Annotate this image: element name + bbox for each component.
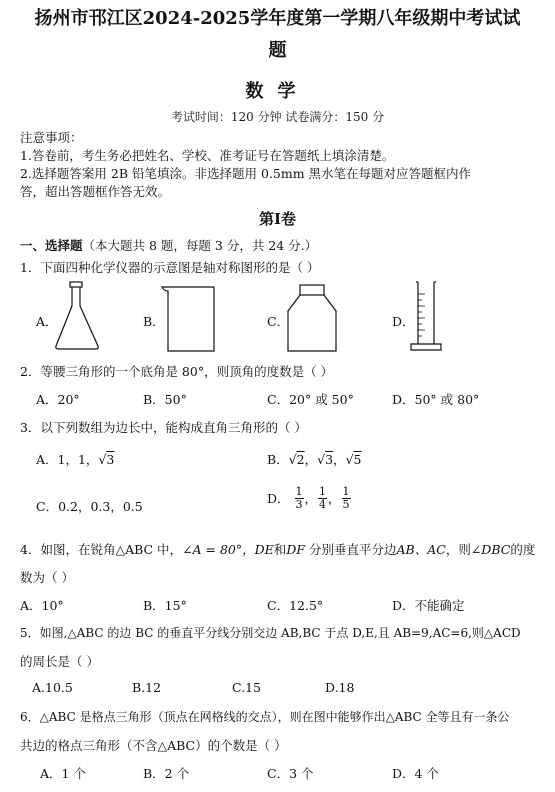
comma: ，	[328, 491, 341, 507]
fraction-denominator: 5	[342, 497, 350, 511]
exam-info: 考试时间：120 分钟 试卷满分：150 分	[170, 110, 385, 124]
q4-part: 分别垂直平分边	[305, 542, 397, 557]
q3-option-b	[267, 450, 361, 468]
q1-label-a: A．	[36, 314, 58, 329]
q6-option-c: C．3 个	[267, 766, 314, 781]
q1-stem: 1．下面四种化学仪器的示意图是轴对称图形的是（ ）	[20, 260, 320, 275]
notice-item-1: 1.答卷前，考生务必把姓名、学校、准考证号在答题纸上填涂清楚。	[20, 148, 395, 163]
q2-option-a: A．20°	[36, 392, 80, 407]
q1-label-d: D．	[392, 314, 415, 329]
subject-title: 数学	[245, 81, 310, 102]
q3-option-a	[36, 450, 114, 468]
q3-option-b-label: B．	[267, 452, 289, 467]
q3-stem: 3．以下列数组为边长中，能构成直角三角形的（ ）	[20, 420, 307, 435]
sqrt-symbol: √	[288, 452, 297, 467]
fraction	[342, 486, 351, 510]
part1-desc: （本大题共 8 题，每题 3 分，共 24 分.）	[82, 238, 318, 253]
q6-stem-line2: 共边的格点三角形（不含△ABC）的个数是（ ）	[20, 738, 287, 753]
q4-part: 4．如图，在锐角△ABC 中，	[20, 542, 183, 557]
exam-title-line1: 扬州市邗江区2024-2025学年度第一学期八年级期中考试试	[34, 8, 521, 29]
q3-a-radicand: 3	[106, 452, 115, 467]
q4-segment-df: DF	[286, 542, 306, 557]
q4-part: 和	[273, 542, 287, 557]
q4-option-b: B．15°	[143, 598, 187, 613]
q4-sides: AB、AC	[396, 542, 446, 557]
q4-segment-de: DE	[254, 542, 274, 557]
q2-option-d: D．50° 或 80°	[392, 392, 480, 407]
q2-stem: 2．等腰三角形的一个底角是 80°，则顶角的度数是（ ）	[20, 364, 334, 379]
q4-angle: ∠A = 80°，	[182, 542, 255, 557]
q2-option-b: B．50°	[143, 392, 187, 407]
q4-angle-dbc: DBC	[481, 542, 511, 557]
q4-option-a: A．10°	[20, 598, 64, 613]
q3-option-d-label: D．	[267, 491, 290, 507]
q1-label-b: B．	[143, 314, 165, 329]
q1-label-c: C．	[267, 314, 290, 329]
q3-option-c: C．0.2，0.3，0.5	[36, 499, 143, 514]
q2-option-c: C．20° 或 50°	[267, 392, 354, 407]
part1-heading	[20, 236, 317, 254]
q3-option-d	[267, 486, 352, 510]
notice-item-2: 2.选择题答案用 2B 铅笔填涂。非选择题用 0.5mm 黑水笔在每题对应答题框内作	[20, 166, 472, 181]
q5-stem-line2: 的周长是（ ）	[20, 654, 99, 669]
q3-b-radicand-2: 3	[325, 452, 334, 467]
graduated-cylinder-figure	[408, 280, 444, 354]
notice-item-3: 答，超出答题框作答无效。	[20, 184, 171, 199]
fraction-numerator: 1	[342, 485, 350, 498]
q5-option-c: C.15	[232, 680, 261, 695]
fraction-denominator: 3	[295, 497, 303, 511]
q4-option-c: C．12.5°	[267, 598, 324, 613]
q3-option-a-label: A．1，1，	[36, 452, 99, 467]
sqrt-symbol: √	[345, 452, 354, 467]
sqrt-symbol: √	[98, 452, 107, 467]
exam-title-line2: 题	[268, 40, 287, 61]
q3-b-radicand-3: 5	[353, 452, 362, 467]
comma: ，	[304, 452, 318, 467]
comma: ，	[333, 452, 346, 467]
q3-b-radicand-1: 2	[296, 452, 305, 467]
bottle-figure	[284, 283, 340, 353]
comma: ，	[304, 491, 318, 507]
q4-part: ，则∠	[445, 542, 482, 557]
notice-heading: 注意事项：	[20, 130, 83, 145]
part1-heading-label: 一、选择题	[20, 238, 83, 253]
fraction	[318, 486, 327, 510]
q4-stem-line2: 数为（ ）	[20, 570, 74, 585]
conical-flask-figure	[52, 280, 102, 352]
fraction-numerator: 1	[295, 485, 303, 498]
q4-part: 的度	[510, 542, 536, 557]
q6-option-a: A．1 个	[40, 766, 86, 781]
fraction	[295, 486, 304, 510]
q5-option-d: D.18	[325, 680, 355, 695]
sqrt-symbol: √	[317, 452, 326, 467]
fraction-denominator: 4	[319, 497, 327, 511]
q4-stem-line1	[20, 540, 535, 558]
q6-option-d: D．4 个	[392, 766, 439, 781]
q5-stem-line1: 5．如图,△ABC 的边 BC 的垂直平分线分别交边 AB,BC 于点 D,E,且 AB=9,AC=6,则△ACD	[20, 626, 521, 640]
q6-option-b: B．2 个	[143, 766, 190, 781]
q4-option-d: D．不能确定	[392, 598, 465, 613]
section-title: 第Ⅰ卷	[258, 210, 297, 228]
q5-option-a: A.10.5	[32, 680, 73, 695]
q6-stem-line1: 6．△ABC 是格点三角形（顶点在网格线的交点），则在图中能够作出△ABC 全等且有一条公	[20, 710, 510, 724]
fraction-numerator: 1	[319, 485, 327, 498]
beaker-figure	[158, 283, 218, 353]
q5-option-b: B.12	[132, 680, 162, 695]
